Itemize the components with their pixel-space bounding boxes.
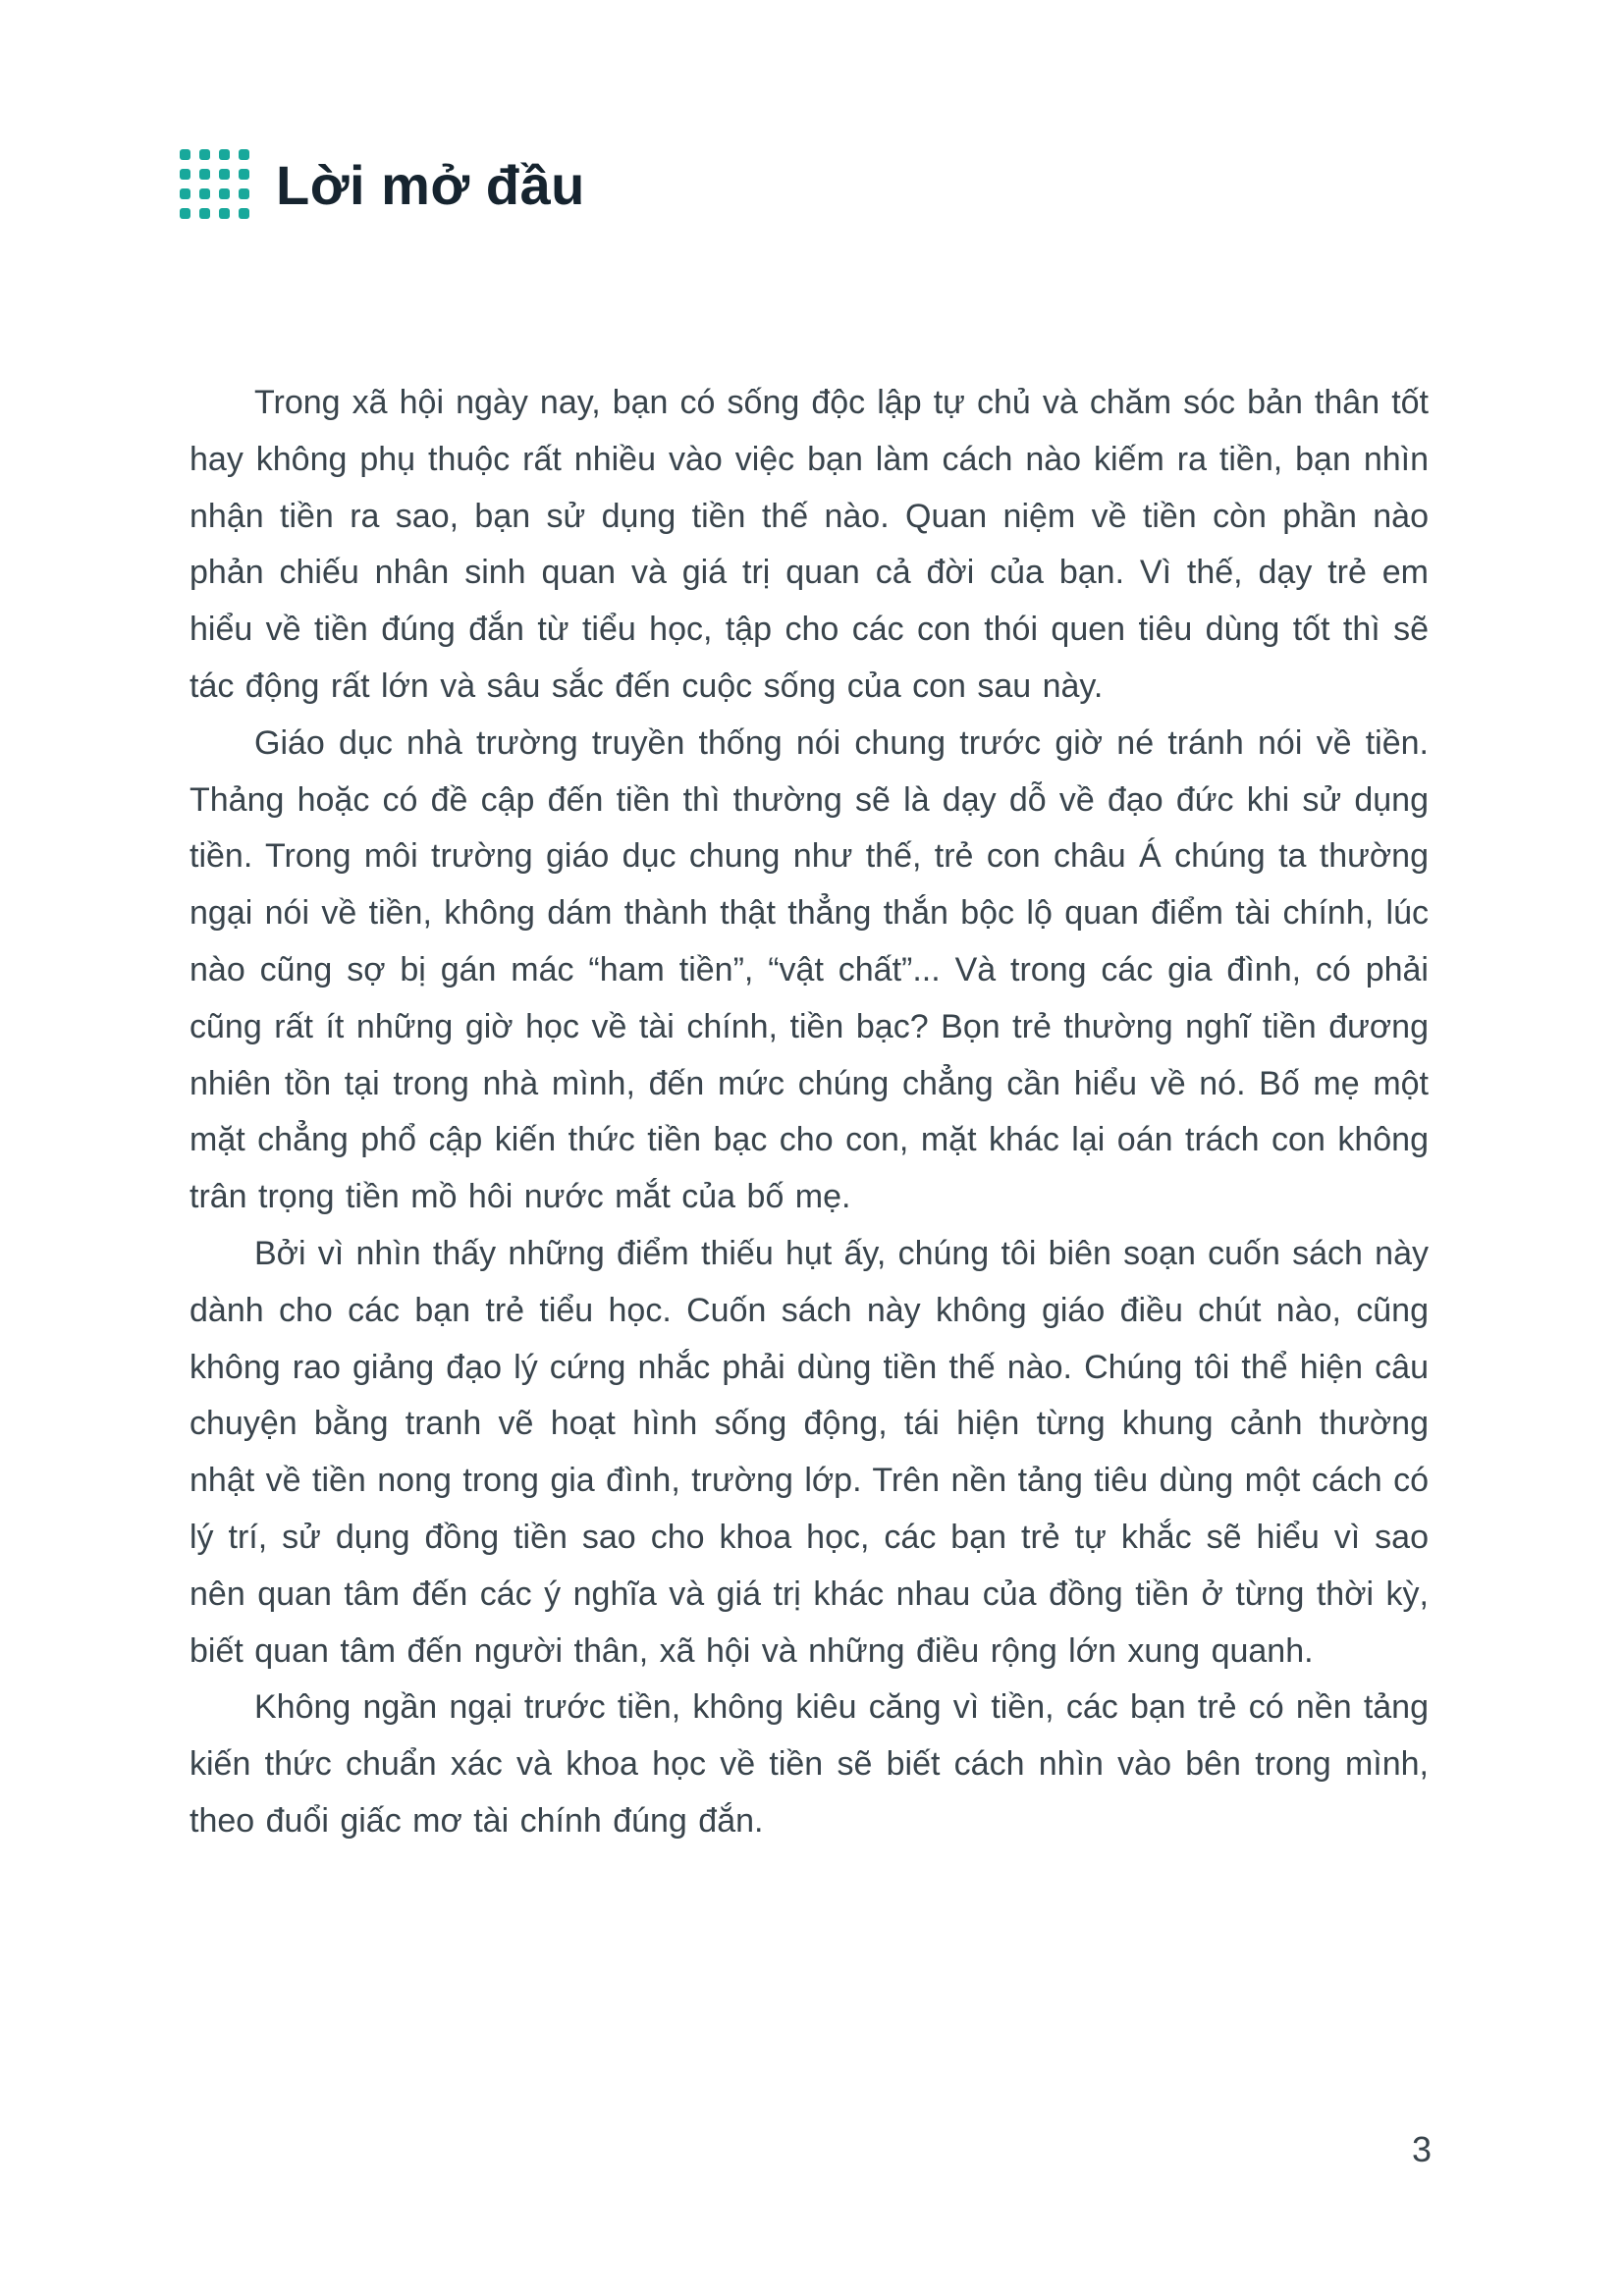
paragraph: Giáo dục nhà trường truyền thống nói chung trước giờ né tránh nói về tiền. Thảng hoặc có đề cập đến tiền thì thường sẽ là dạy dỗ về đạo đức khi sử dụng tiền. Trong môi trường giáo dục chung như thế, trẻ con châu Á chúng ta thường ngại nói về tiền, không dám thành thật thẳng thắn bộc lộ quan điểm tài chính, lúc nào cũng sợ bị gán mác “ham tiền”, “vật chất”... Và trong các gia đình, có phải cũng rất ít những giờ học về tài chính, tiền bạc? Bọn trẻ thường nghĩ tiền đương nhiên tồn tại trong nhà mình, đến mức chúng chẳng cần hiểu về nó. Bố mẹ một mặt chẳng phổ cập kiến thức tiền bạc cho con, mặt khác lại oán trách con không trân trọng tiền mồ hôi nước mắt của bố mẹ. [189,723,1429,1216]
paragraph: Không ngần ngại trước tiền, không kiêu căng vì tiền, các bạn trẻ có nền tảng kiến thức chuẩn xác và khoa học về tiền sẽ biết cách nhìn vào bên trong mình, theo đuổi giấc mơ tài chính đúng đắn. [189,1688,1429,1840]
preface-heading-row [180,149,585,220]
paragraph: Bởi vì nhìn thấy những điểm thiếu hụt ấy, chúng tôi biên soạn cuốn sách này dành cho các bạn trẻ tiểu học. Cuốn sách này không giáo điều chút nào, cũng không rao giảng đạo lý cứng nhắc phải dùng tiền thế nào. Chúng tôi thể hiện câu chuyện bằng tranh vẽ hoạt hình sống động, tái hiện từng khung cảnh thường nhật về tiền nong trong gia đình, trường lớp. Trên nền tảng tiêu dùng một cách có lý trí, sử dụng đồng tiền sao cho khoa học, các bạn trẻ tự khắc sẽ hiểu vì sao nên quan tâm đến các ý nghĩa và giá trị khác nhau của đồng tiền ở từng thời kỳ, biết quan tâm đến người thân, xã hội và những điều rộng lớn xung quanh. [189,1234,1429,1670]
paragraph: Trong xã hội ngày nay, bạn có sống độc lập tự chủ và chăm sóc bản thân tốt hay không phụ thuộc rất nhiều vào việc bạn làm cách nào kiếm ra tiền, bạn nhìn nhận tiền ra sao, bạn sử dụng tiền thế nào. Quan niệm về tiền còn phần nào phản chiếu nhân sinh quan và giá trị quan cả đời của bạn. Vì thế, dạy trẻ em hiểu về tiền đúng đắn từ tiểu học, tập cho các con thói quen tiêu dùng tốt thì sẽ tác động rất lớn và sâu sắc đến cuộc sống của con sau này. [189,384,1429,705]
dots-grid-icon [180,149,250,220]
page-number: 3 [1411,2129,1432,2169]
page-title: Lời mở đầu [276,153,585,216]
preface-body [189,375,1429,1850]
